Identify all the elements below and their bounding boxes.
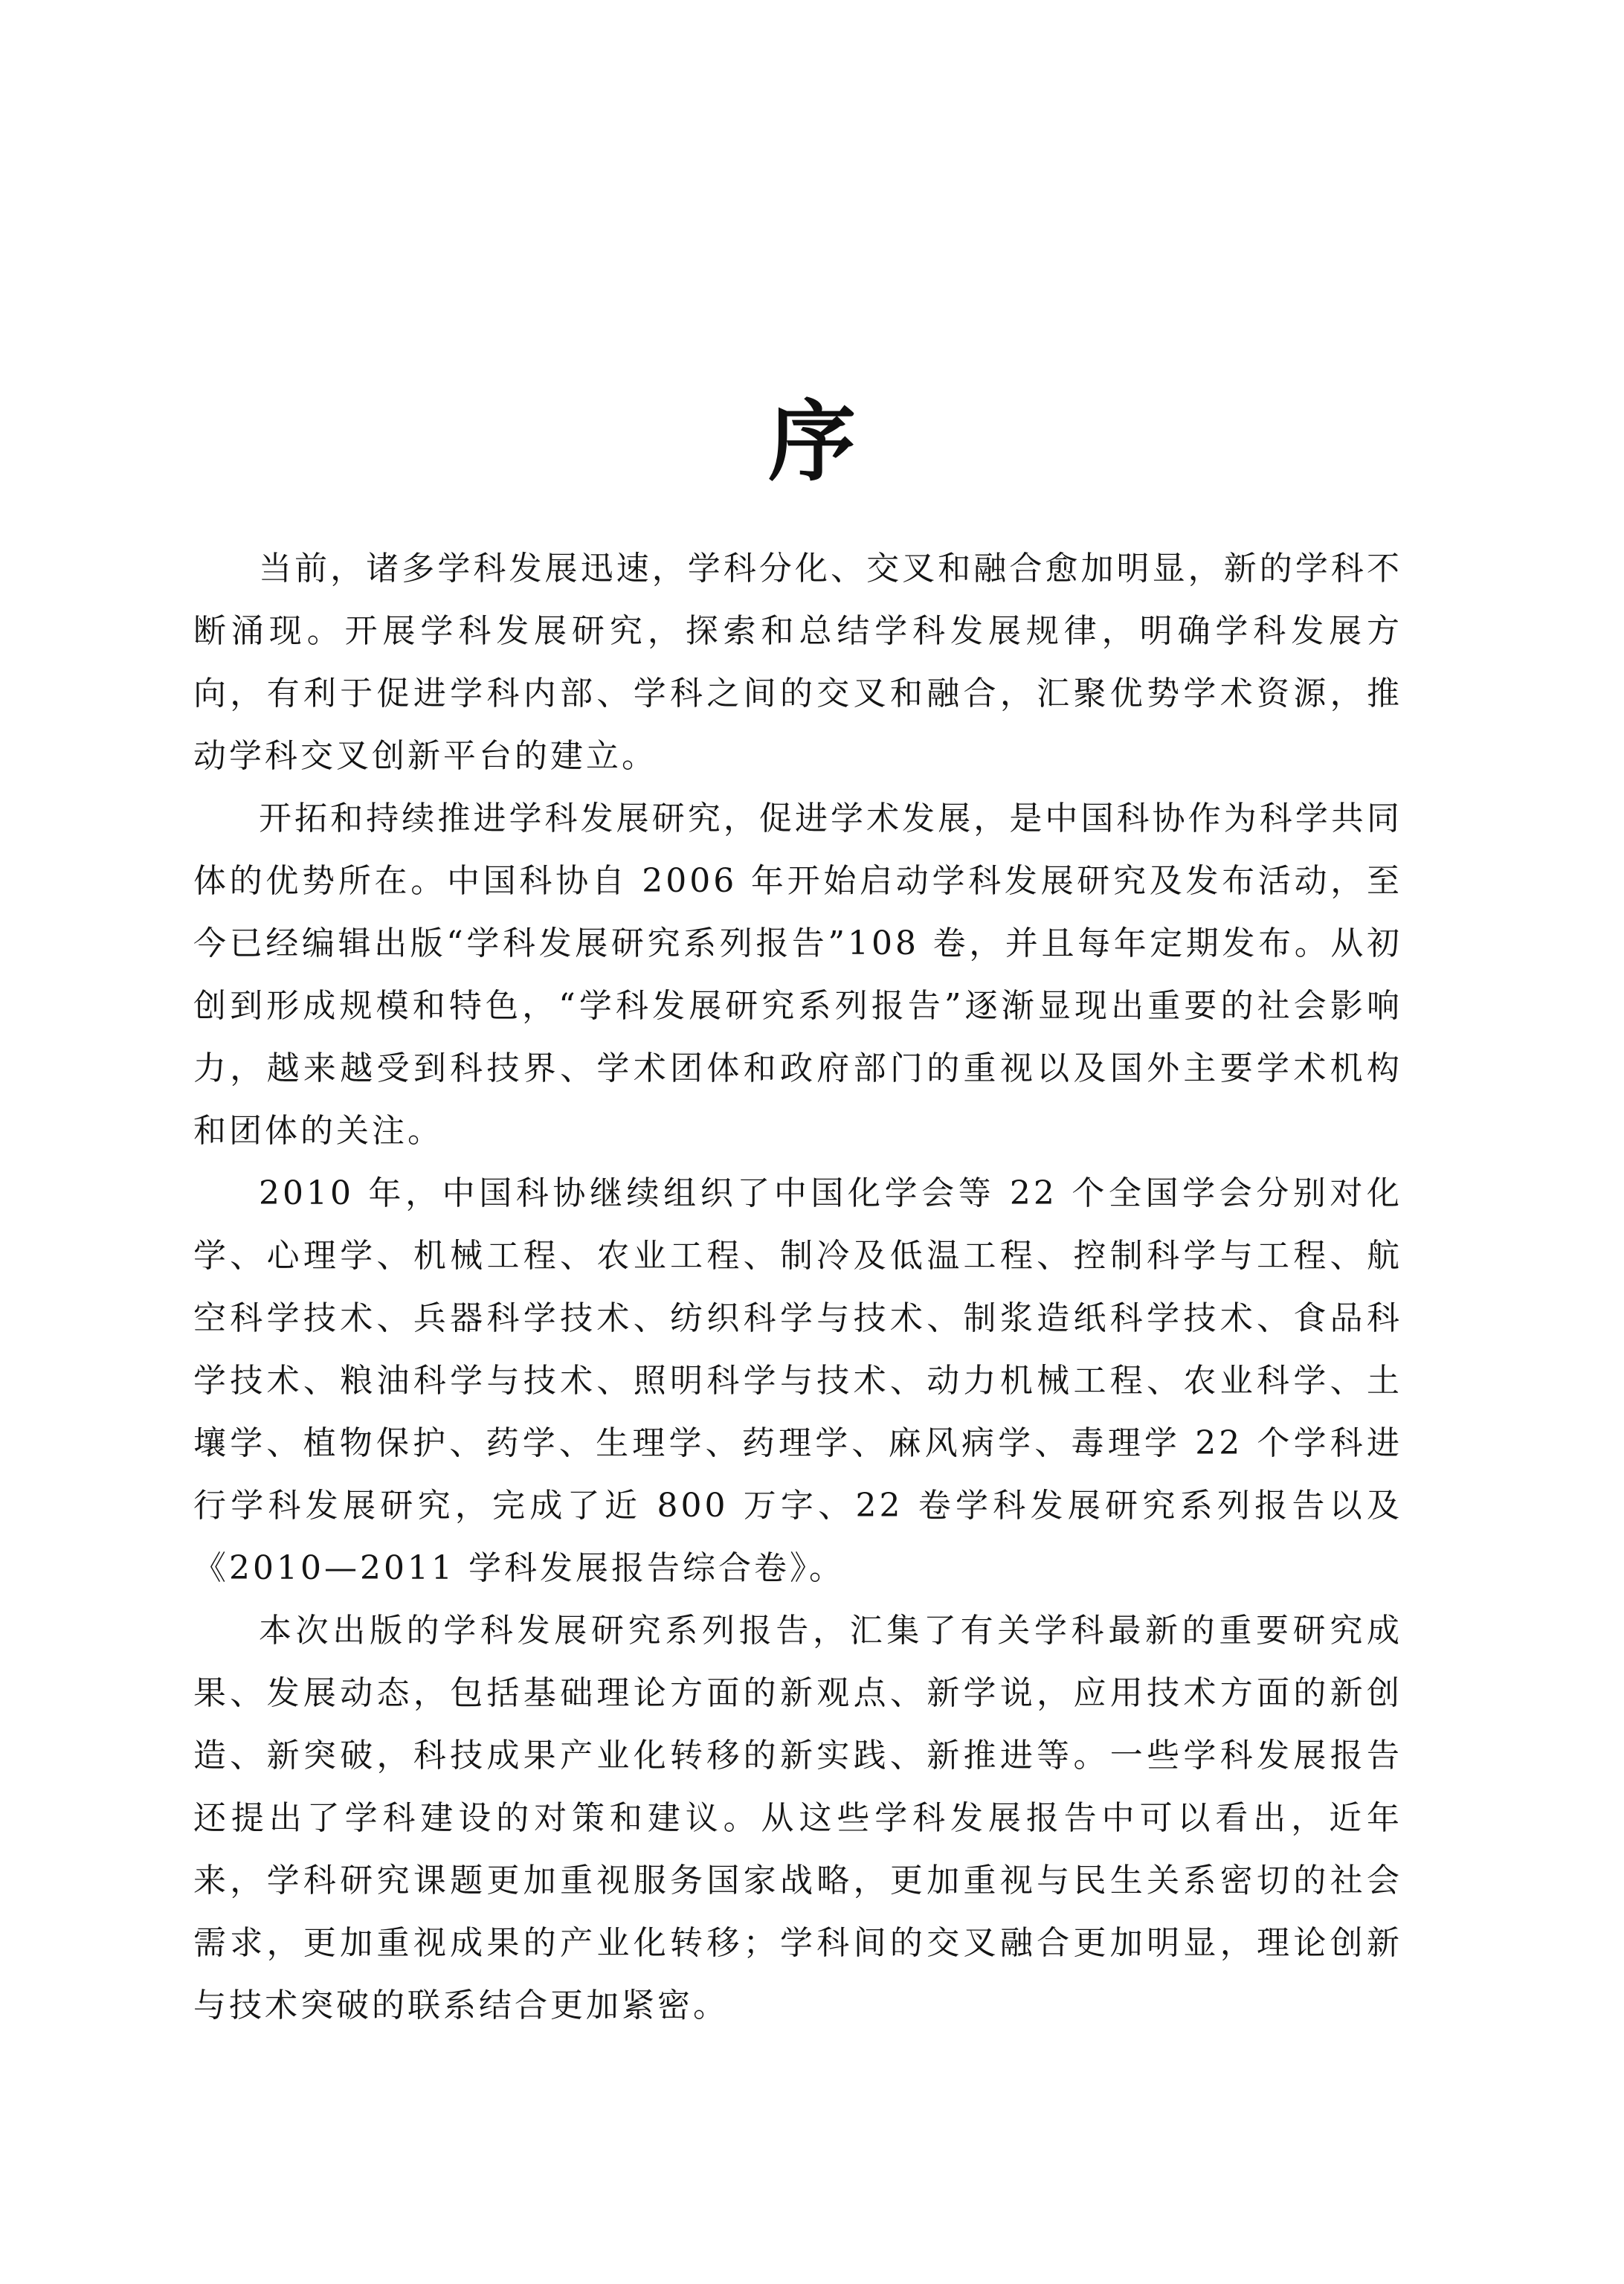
preface-body	[193, 538, 1402, 2037]
preface-paragraph-2: 开拓和持续推进学科发展研究，促进学术发展，是中国科协作为科学共同体的优势所在。中国科协自 2006 年开始启动学科发展研究及发布活动，至今已经编辑出版“学科发展研究系列报告”108 卷，并且每年定期发布。从初创到形成规模和特色，“学科发展研究系列报告”逐渐显现出重要的社会影响力，越来越受到科技界、学术团体和政府部门的重视以及国外主要学术机构和团体的关注。	[193, 800, 1402, 1150]
preface-paragraph-1: 当前，诸多学科发展迅速，学科分化、交叉和融合愈加明显，新的学科不断涌现。开展学科发展研究，探索和总结学科发展规律，明确学科发展方向，有利于促进学科内部、学科之间的交叉和融合，汇聚优势学术资源，推动学科交叉创新平台的建立。	[193, 550, 1402, 775]
preface-title: 序	[767, 390, 856, 493]
preface-paragraph-4: 本次出版的学科发展研究系列报告，汇集了有关学科最新的重要研究成果、发展动态，包括基础理论方面的新观点、新学说，应用技术方面的新创造、新突破，科技成果产业化转移的新实践、新推进等。一些学科发展报告还提出了学科建设的对策和建议。从这些学科发展报告中可以看出，近年来，学科研究课题更加重视服务国家战略，更加重视与民生关系密切的社会需求，更加重视成果的产业化转移；学科间的交叉融合更加明显，理论创新与技术突破的联系结合更加紧密。	[193, 1612, 1402, 2024]
preface-paragraph-3: 2010 年，中国科协继续组织了中国化学会等 22 个全国学会分别对化学、心理学、机械工程、农业工程、制冷及低温工程、控制科学与工程、航空科学技术、兵器科学技术、纺织科学与技术、制浆造纸科学技术、食品科学技术、粮油科学与技术、照明科学与技术、动力机械工程、农业科学、土壤学、植物保护、药学、生理学、药理学、麻风病学、毒理学 22 个学科进行学科发展研究，完成了近 800 万字、22 卷学科发展研究系列报告以及《2010—2011 学科发展报告综合卷》。	[193, 1174, 1402, 1587]
